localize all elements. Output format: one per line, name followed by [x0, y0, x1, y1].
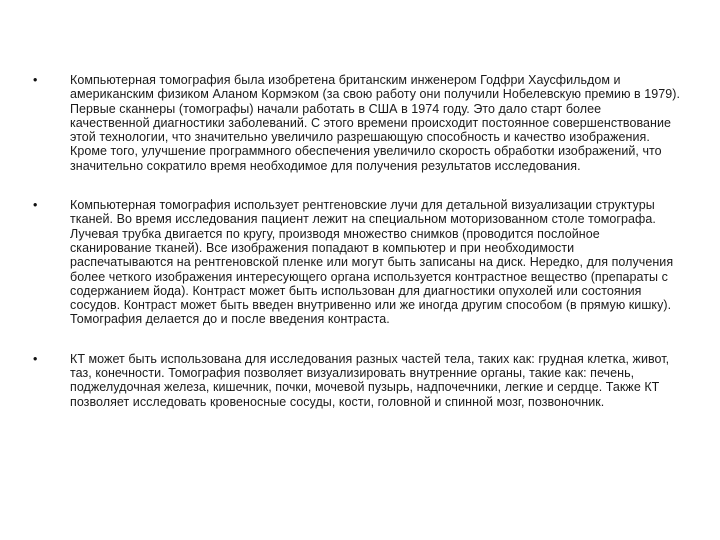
bullet-item-method	[0, 198, 720, 327]
bullet-glyph: •	[33, 73, 38, 87]
bullet-glyph: •	[33, 351, 38, 366]
paragraph-method: Компьютерная томография использует рентгеновские лучи для детальной визуализации структуры тканей. Во время исследования пациент лежит на специальном моторизованном столе томографа. Лучевая трубка двигается по кругу, производя множество снимков (проводится послойное сканирование тканей). Все изображения попадают в компьютер и при необходимости распечатываются на рентгеновской пленке или могут быть записаны на диск. Нередко, для получения более четкого изображения интересующего органа используется контрастное вещество (препараты с содержанием йода). Контраст может быть использован для диагностики опухолей или состояния сосудов. Контраст может быть введен внутривенно или же иногда другим способом (в прямую кишку). Томография делается до и после введения контраста.	[70, 198, 674, 327]
bullet-glyph: •	[33, 198, 38, 213]
bullet-list	[0, 73, 720, 409]
bullet-item-history	[0, 73, 720, 173]
bullet-item-applications	[0, 352, 720, 409]
paragraph-applications: КТ может быть использована для исследования разных частей тела, таких как: грудная клетка, живот, таз, конечности. Томография позволяет визуализировать внутренние органы, такие как: печень, поджелудочная железа, кишечник, почки, мочевой пузырь, надпочечники, легкие и сердце. Также КТ позволяет исследовать кровеносные сосуды, кости, головной и спинной мозг, позвоночник.	[70, 351, 670, 409]
paragraph-history: Компьютерная томография была изобретена британским инженером Годфри Хаусфильдом и американским физиком Аланом Кормэком (за свою работу они получили Нобелевскую премию в 1979). Первые сканнеры (томографы) начали работать в США в 1974 году. Это дало старт более качественной диагностики заболеваний. С этого времени происходит постоянное совершенствование этой технологии, что значительно увеличило разрешающую способность и качество изображения. Кроме того, улучшение программного обеспечения увеличило скорость обработки изображений, что значительно сократило время необходимое для получения результатов исследования.	[70, 73, 680, 173]
